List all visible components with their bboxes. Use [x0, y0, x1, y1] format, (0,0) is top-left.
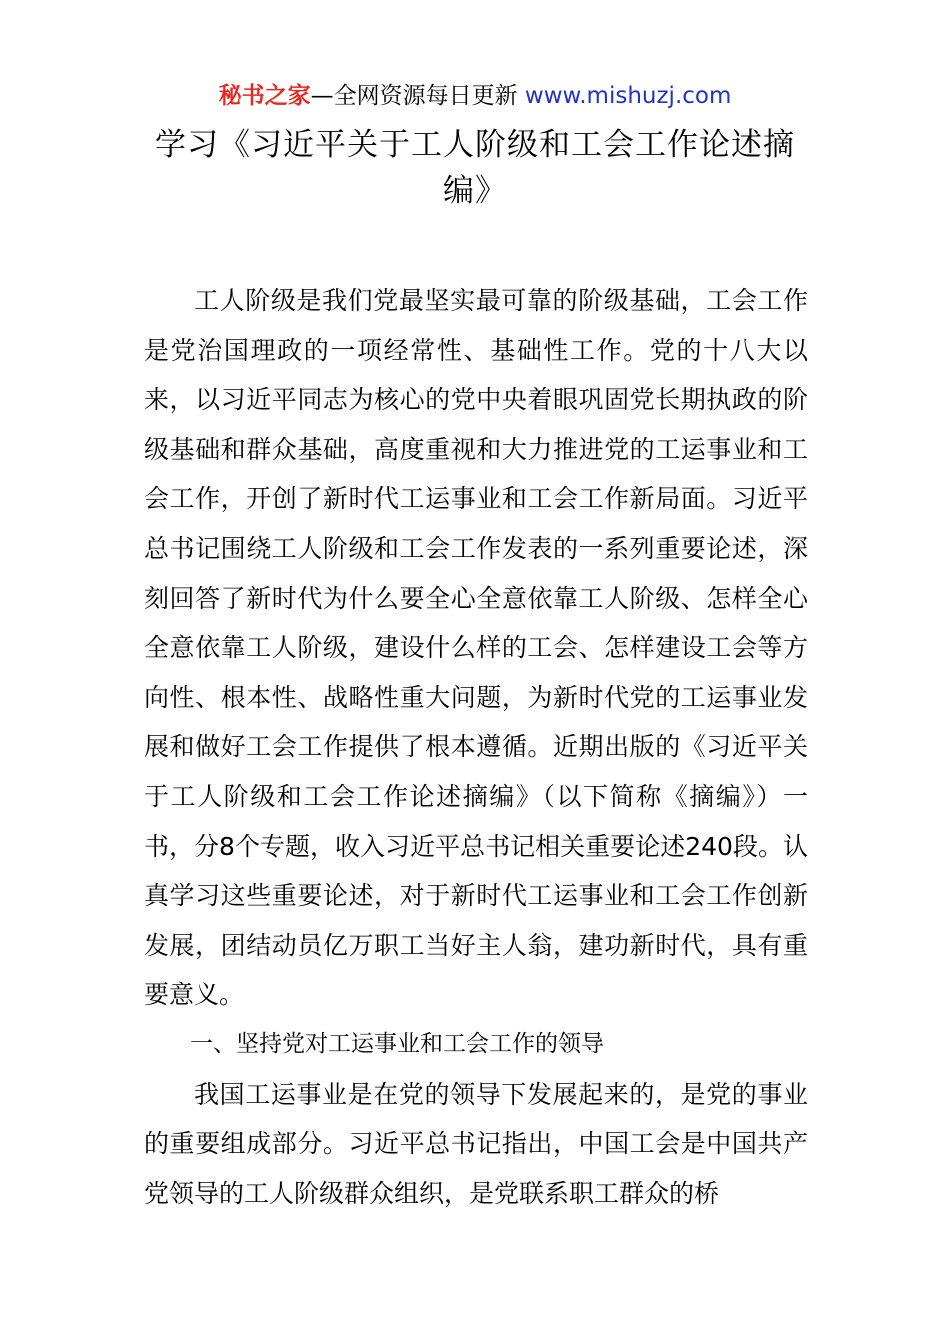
document-title: 学习《习近平关于工人阶级和工会工作论述摘编》	[155, 127, 795, 209]
section-paragraph: 我国工运事业是在党的领导下发展起来的，是党的事业的重要组成部分。习近平总书记指出，中国工会是中国共产党领导的工人阶级群众组织，是党联系职工群众的桥	[144, 1079, 808, 1208]
site-header	[0, 80, 950, 112]
section-heading: 一、坚持党对工运事业和工会工作的领导	[190, 1030, 604, 1057]
document-body	[144, 276, 808, 1218]
brand-name: 秘书之家	[218, 83, 311, 109]
site-url-link[interactable]: www.mishuzj.com	[524, 83, 732, 109]
intro-paragraph: 工人阶级是我们党最坚实最可靠的阶级基础，工会工作是党治国理政的一项经常性、基础性工作。党的十八大以来，以习近平同志为核心的党中央着眼巩固党长期执政的阶级基础和群众基础，高度重视和大力推进党的工运事业和工会工作，开创了新时代工运事业和工会工作新局面。习近平总书记围绕工人阶级和工会工作发表的一系列重要论述，深刻回答了新时代为什么要全心全意依靠工人阶级、怎样全心全意依靠工人阶级，建设什么样的工会、怎样建设工会等方向性、根本性、战略性重大问题，为新时代党的工运事业发展和做好工会工作提供了根本遵循。近期出版的《习近平关于工人阶级和工会工作论述摘编》（以下简称《摘编》）一书，分8个专题，收入习近平总书记相关重要论述240段。认真学习这些重要论述，对于新时代工运事业和工会工作创新发展，团结动员亿万职工当好主人翁，建功新时代，具有重要意义。	[144, 286, 808, 1010]
site-tagline: —全网资源每日更新	[310, 83, 518, 109]
